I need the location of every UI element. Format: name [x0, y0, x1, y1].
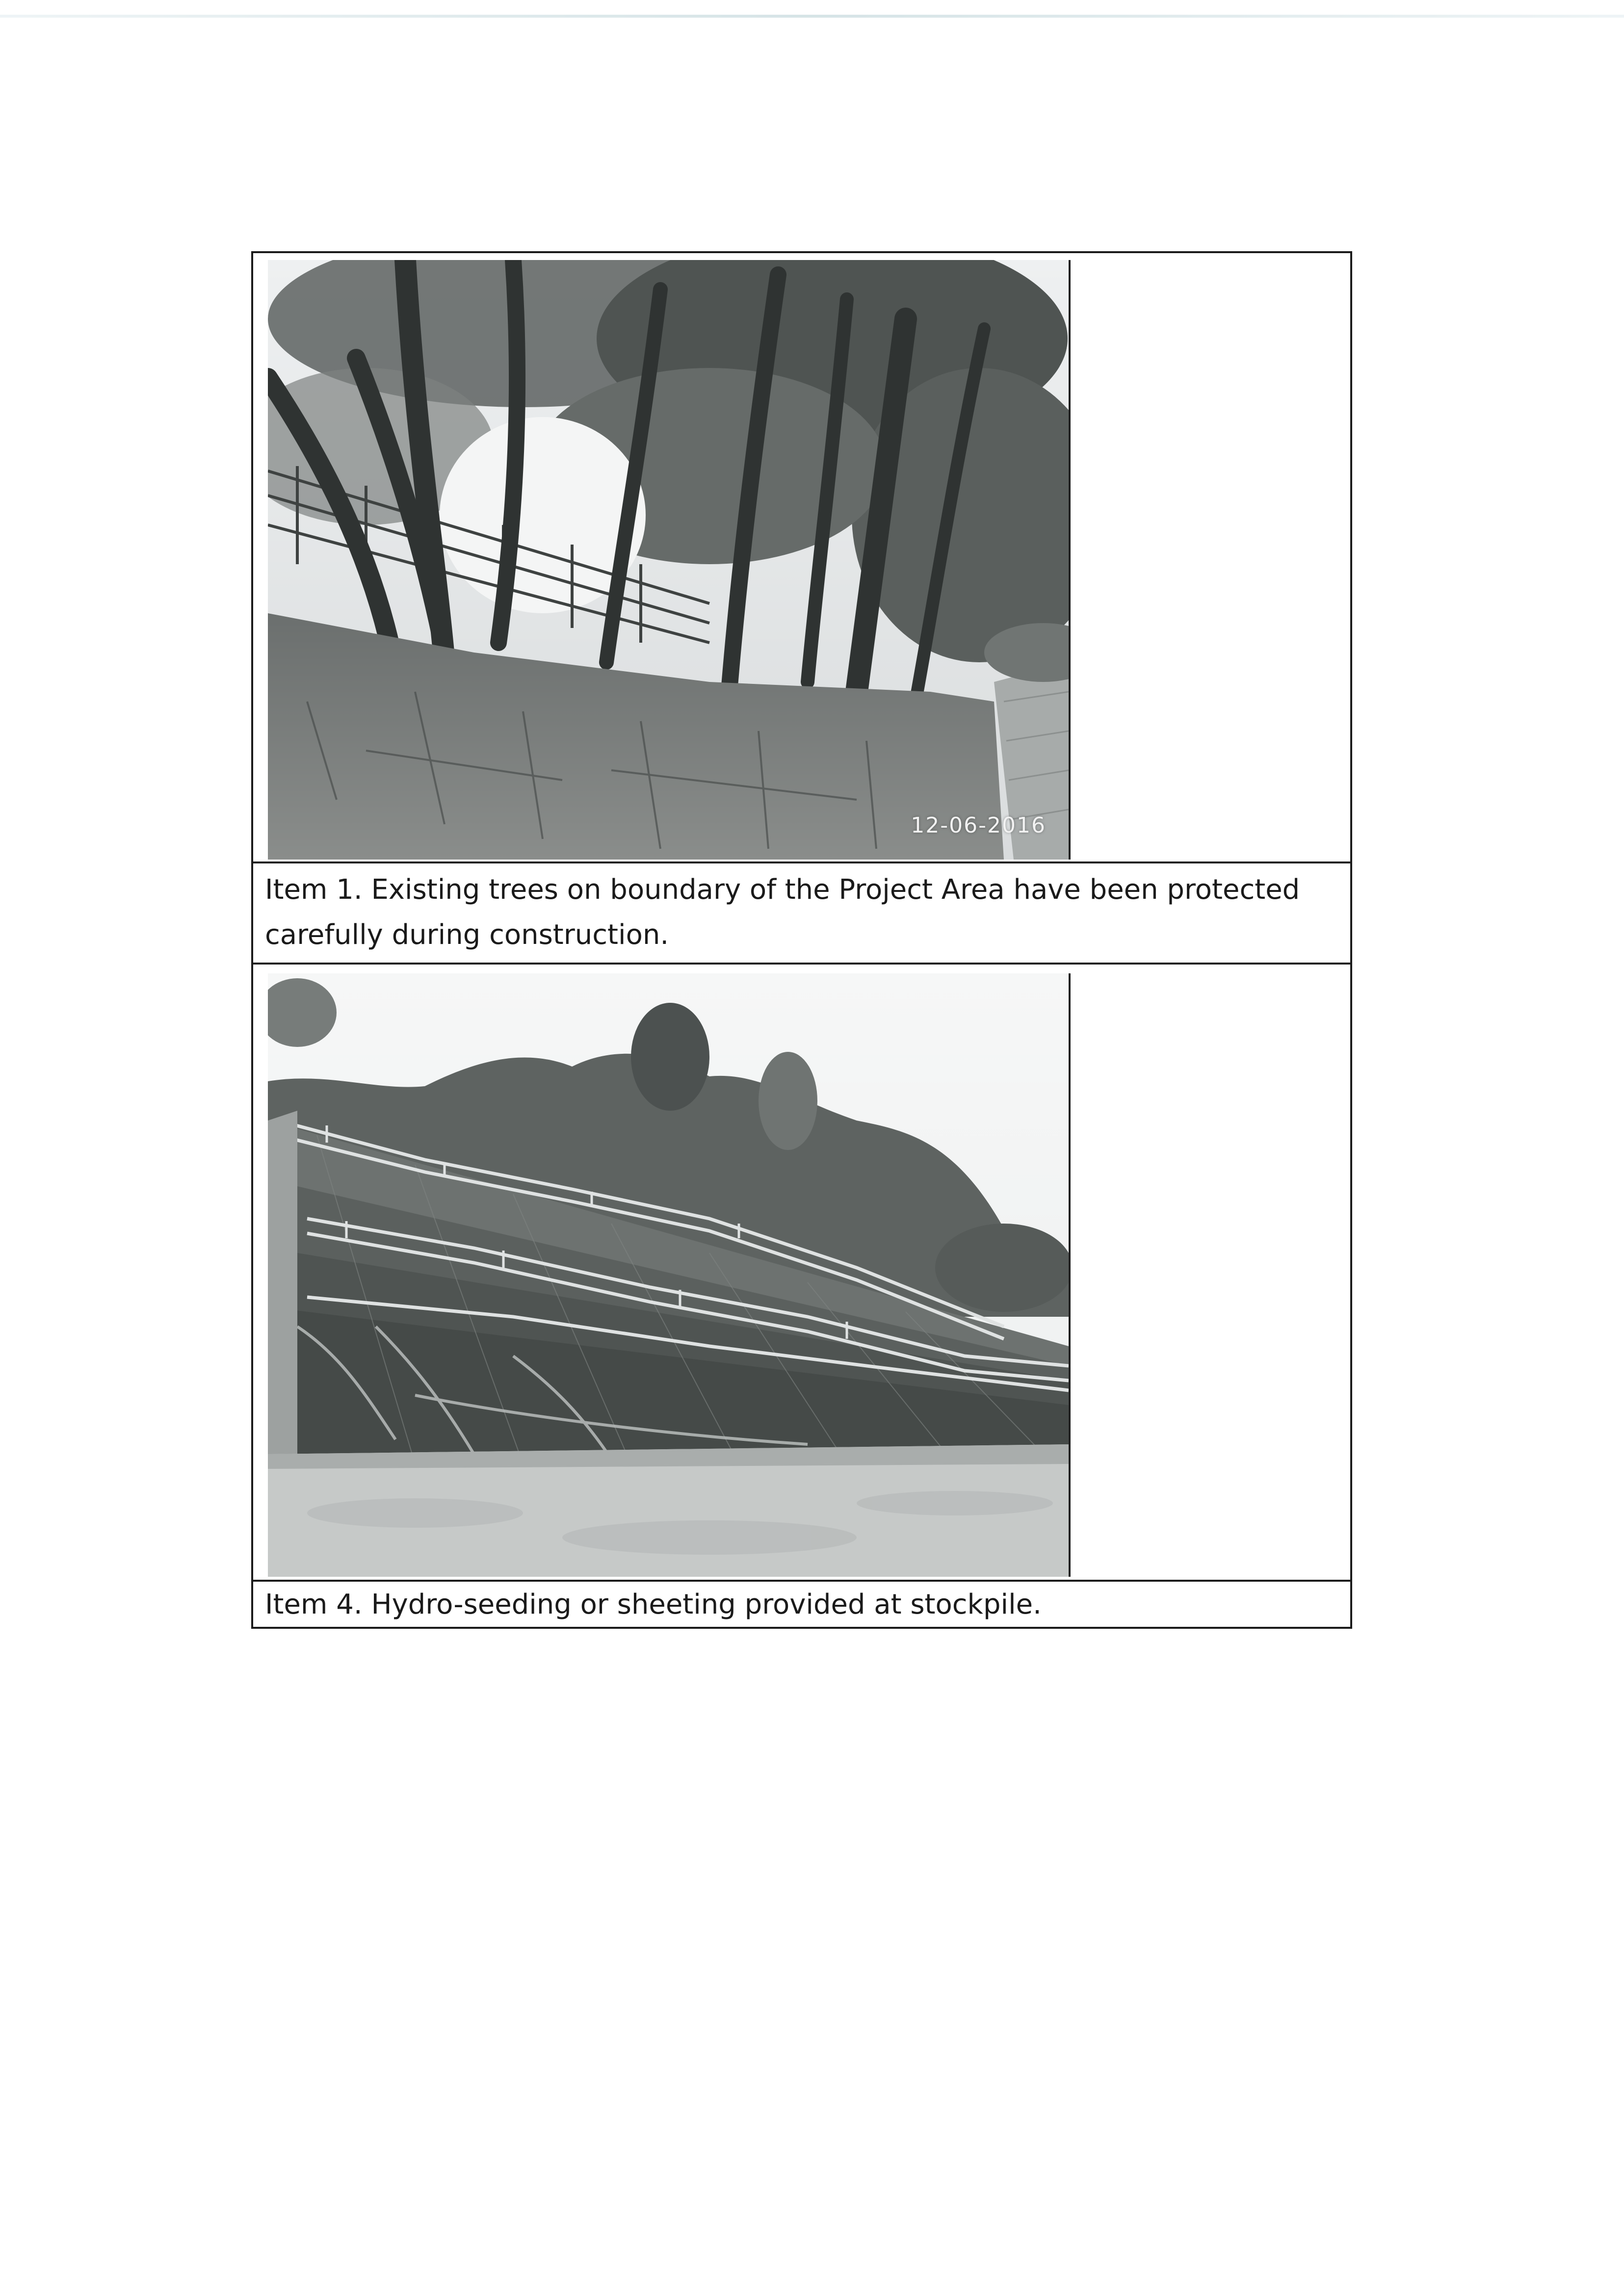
caption-item-4: Item 4. Hydro-seeding or sheeting provided at stockpile. [252, 1581, 1351, 1628]
trees-photo [268, 260, 1069, 860]
photo-item-1 [268, 260, 1071, 860]
scan-edge [0, 15, 1624, 18]
photo-cell-item-1 [252, 252, 1351, 862]
photo-date-stamp: 12-06-2016 [911, 813, 1046, 838]
slope-photo [268, 973, 1069, 1577]
caption-item-1: Item 1. Existing trees on boundary of the Project Area have been protected carefully during construction. [252, 862, 1351, 964]
photo-record-table [251, 251, 1352, 1629]
photo-cell-item-4 [252, 964, 1351, 1581]
photo-item-4 [268, 973, 1071, 1577]
